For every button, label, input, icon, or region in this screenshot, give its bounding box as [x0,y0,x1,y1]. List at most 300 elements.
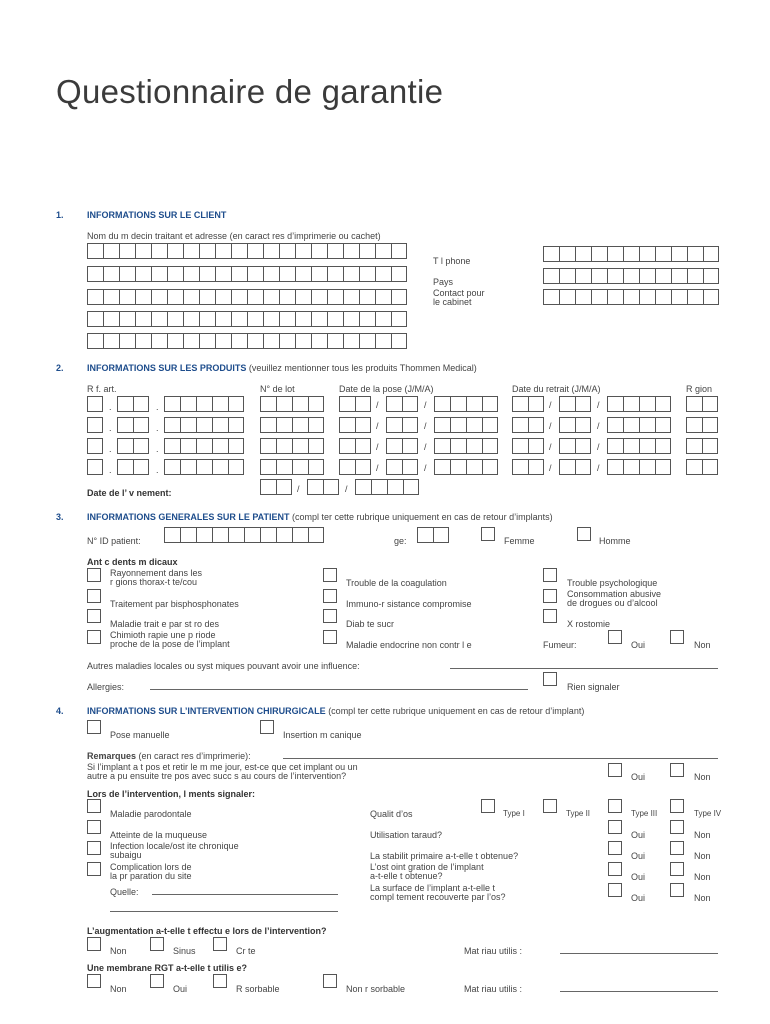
contact-info-row[interactable] [543,268,719,284]
xerostomie-checkbox[interactable] [543,609,557,623]
char-cell[interactable] [311,289,327,305]
char-cell[interactable] [559,438,575,454]
pose-month[interactable] [386,417,418,433]
char-cell[interactable] [180,527,196,543]
retrait-month[interactable] [559,396,591,412]
char-cell[interactable] [543,289,559,305]
char-cell[interactable] [119,311,135,327]
char-cell[interactable] [559,417,575,433]
char-cell[interactable] [355,438,371,454]
ref-cell-c[interactable] [164,459,244,475]
char-cell[interactable] [279,311,295,327]
char-cell[interactable] [607,396,623,412]
char-cell[interactable] [199,289,215,305]
contact-info-row[interactable] [543,289,719,305]
char-cell[interactable] [215,266,231,282]
char-cell[interactable] [151,266,167,282]
char-cell[interactable] [575,268,591,284]
char-cell[interactable] [559,459,575,475]
char-cell[interactable] [183,289,199,305]
char-cell[interactable] [215,289,231,305]
char-cell[interactable] [433,527,449,543]
char-cell[interactable] [466,396,482,412]
char-cell[interactable] [279,243,295,259]
char-cell[interactable] [247,289,263,305]
char-cell[interactable] [247,333,263,349]
reimplant-oui-checkbox[interactable] [608,763,622,777]
char-cell[interactable] [482,459,498,475]
char-cell[interactable] [639,459,655,475]
char-cell[interactable] [87,243,103,259]
char-cell[interactable] [607,289,623,305]
autres-maladies-field[interactable] [450,668,718,669]
endocrine-checkbox[interactable] [323,630,337,644]
infection-checkbox[interactable] [87,841,101,855]
char-cell[interactable] [339,396,355,412]
doctor-address-row[interactable] [87,289,407,305]
char-cell[interactable] [263,243,279,259]
char-cell[interactable] [339,438,355,454]
aug-non-checkbox[interactable] [87,937,101,951]
char-cell[interactable] [386,438,402,454]
char-cell[interactable] [343,289,359,305]
lot-cells[interactable] [260,459,324,475]
char-cell[interactable] [327,311,343,327]
char-cell[interactable] [215,333,231,349]
char-cell[interactable] [199,266,215,282]
char-cell[interactable] [164,459,180,475]
char-cell[interactable] [231,333,247,349]
allergies-field[interactable] [150,689,528,690]
char-cell[interactable] [164,438,180,454]
char-cell[interactable] [466,417,482,433]
char-cell[interactable] [359,266,375,282]
char-cell[interactable] [686,417,702,433]
char-cell[interactable] [323,479,339,495]
char-cell[interactable] [247,243,263,259]
char-cell[interactable] [215,311,231,327]
char-cell[interactable] [703,289,719,305]
char-cell[interactable] [402,438,418,454]
char-cell[interactable] [702,438,718,454]
char-cell[interactable] [308,438,324,454]
char-cell[interactable] [212,438,228,454]
materiau2-field[interactable] [560,991,718,992]
char-cell[interactable] [87,417,103,433]
region-cells[interactable] [686,459,718,475]
char-cell[interactable] [87,289,103,305]
char-cell[interactable] [231,266,247,282]
char-cell[interactable] [196,417,212,433]
char-cell[interactable] [355,417,371,433]
ref-cell-a[interactable] [87,396,103,412]
char-cell[interactable] [196,459,212,475]
char-cell[interactable] [196,396,212,412]
char-cell[interactable] [167,266,183,282]
char-cell[interactable] [327,243,343,259]
non-resorbable-checkbox[interactable] [323,974,337,988]
char-cell[interactable] [260,396,276,412]
char-cell[interactable] [466,459,482,475]
char-cell[interactable] [231,289,247,305]
char-cell[interactable] [434,396,450,412]
char-cell[interactable] [702,459,718,475]
char-cell[interactable] [391,289,407,305]
char-cell[interactable] [260,417,276,433]
char-cell[interactable] [355,459,371,475]
char-cell[interactable] [117,459,133,475]
reimplant-non-checkbox[interactable] [670,763,684,777]
char-cell[interactable] [212,396,228,412]
doctor-address-row[interactable] [87,266,407,282]
char-cell[interactable] [292,459,308,475]
retrait-year[interactable] [607,438,671,454]
char-cell[interactable] [591,289,607,305]
immuno-checkbox[interactable] [323,589,337,603]
char-cell[interactable] [386,459,402,475]
ref-cell-a[interactable] [87,417,103,433]
char-cell[interactable] [151,243,167,259]
sinus-checkbox[interactable] [150,937,164,951]
char-cell[interactable] [391,243,407,259]
char-cell[interactable] [103,243,119,259]
char-cell[interactable] [359,333,375,349]
char-cell[interactable] [703,246,719,262]
char-cell[interactable] [279,266,295,282]
char-cell[interactable] [703,268,719,284]
char-cell[interactable] [623,438,639,454]
char-cell[interactable] [260,438,276,454]
char-cell[interactable] [135,289,151,305]
char-cell[interactable] [375,311,391,327]
char-cell[interactable] [343,333,359,349]
char-cell[interactable] [355,396,371,412]
char-cell[interactable] [639,268,655,284]
char-cell[interactable] [482,417,498,433]
steroides-checkbox[interactable] [87,609,101,623]
char-cell[interactable] [359,289,375,305]
char-cell[interactable] [671,268,687,284]
retrait-day[interactable] [512,459,544,475]
paro-checkbox[interactable] [87,799,101,813]
char-cell[interactable] [295,243,311,259]
pose-month[interactable] [386,396,418,412]
char-cell[interactable] [119,289,135,305]
char-cell[interactable] [228,396,244,412]
char-cell[interactable] [212,417,228,433]
char-cell[interactable] [375,243,391,259]
char-cell[interactable] [292,438,308,454]
char-cell[interactable] [308,527,324,543]
doctor-address-row[interactable] [87,333,407,349]
char-cell[interactable] [231,311,247,327]
char-cell[interactable] [702,417,718,433]
char-cell[interactable] [434,459,450,475]
char-cell[interactable] [623,289,639,305]
char-cell[interactable] [359,243,375,259]
char-cell[interactable] [575,459,591,475]
char-cell[interactable] [183,333,199,349]
char-cell[interactable] [311,243,327,259]
char-cell[interactable] [103,311,119,327]
char-cell[interactable] [292,417,308,433]
char-cell[interactable] [607,417,623,433]
type3-checkbox[interactable] [608,799,622,813]
bisphosphonates-checkbox[interactable] [87,589,101,603]
char-cell[interactable] [386,417,402,433]
char-cell[interactable] [623,268,639,284]
char-cell[interactable] [292,527,308,543]
char-cell[interactable] [339,417,355,433]
char-cell[interactable] [575,417,591,433]
char-cell[interactable] [543,268,559,284]
mem-non-checkbox[interactable] [87,974,101,988]
char-cell[interactable] [199,311,215,327]
event-month[interactable] [307,479,339,495]
char-cell[interactable] [87,333,103,349]
char-cell[interactable] [591,246,607,262]
char-cell[interactable] [164,417,180,433]
age-cells[interactable] [417,527,449,543]
char-cell[interactable] [180,459,196,475]
retrait-month[interactable] [559,459,591,475]
char-cell[interactable] [686,438,702,454]
pose-manuelle-checkbox[interactable] [87,720,101,734]
char-cell[interactable] [543,246,559,262]
contact-info-row[interactable] [543,246,719,262]
char-cell[interactable] [434,417,450,433]
char-cell[interactable] [119,333,135,349]
char-cell[interactable] [212,459,228,475]
char-cell[interactable] [135,266,151,282]
taraud-non-checkbox[interactable] [670,820,684,834]
taraud-oui-checkbox[interactable] [608,820,622,834]
region-cells[interactable] [686,417,718,433]
char-cell[interactable] [702,396,718,412]
char-cell[interactable] [575,396,591,412]
rien-signaler-checkbox[interactable] [543,672,557,686]
char-cell[interactable] [386,396,402,412]
char-cell[interactable] [371,479,387,495]
char-cell[interactable] [575,246,591,262]
char-cell[interactable] [295,333,311,349]
char-cell[interactable] [308,417,324,433]
char-cell[interactable] [559,289,575,305]
char-cell[interactable] [117,396,133,412]
char-cell[interactable] [607,268,623,284]
femme-checkbox[interactable] [481,527,495,541]
char-cell[interactable] [327,266,343,282]
char-cell[interactable] [247,311,263,327]
patient-id-cells[interactable] [164,527,324,543]
char-cell[interactable] [199,243,215,259]
char-cell[interactable] [196,438,212,454]
char-cell[interactable] [327,289,343,305]
char-cell[interactable] [295,266,311,282]
char-cell[interactable] [327,333,343,349]
char-cell[interactable] [339,459,355,475]
char-cell[interactable] [417,527,433,543]
char-cell[interactable] [512,417,528,433]
char-cell[interactable] [639,246,655,262]
fumeur-non-checkbox[interactable] [670,630,684,644]
char-cell[interactable] [180,396,196,412]
char-cell[interactable] [343,266,359,282]
char-cell[interactable] [276,479,292,495]
char-cell[interactable] [183,243,199,259]
type4-checkbox[interactable] [670,799,684,813]
char-cell[interactable] [183,311,199,327]
char-cell[interactable] [228,417,244,433]
char-cell[interactable] [135,333,151,349]
coagulation-checkbox[interactable] [323,568,337,582]
char-cell[interactable] [512,396,528,412]
char-cell[interactable] [402,417,418,433]
surface-oui-checkbox[interactable] [608,883,622,897]
char-cell[interactable] [434,438,450,454]
char-cell[interactable] [343,243,359,259]
char-cell[interactable] [260,459,276,475]
char-cell[interactable] [528,459,544,475]
muqueuse-checkbox[interactable] [87,820,101,834]
char-cell[interactable] [623,417,639,433]
surface-non-checkbox[interactable] [670,883,684,897]
char-cell[interactable] [575,289,591,305]
char-cell[interactable] [623,459,639,475]
char-cell[interactable] [276,396,292,412]
char-cell[interactable] [87,396,103,412]
drogues-checkbox[interactable] [543,589,557,603]
char-cell[interactable] [308,459,324,475]
char-cell[interactable] [655,459,671,475]
char-cell[interactable] [639,289,655,305]
char-cell[interactable] [655,396,671,412]
char-cell[interactable] [375,266,391,282]
remarques-field[interactable] [283,758,718,759]
char-cell[interactable] [528,396,544,412]
char-cell[interactable] [292,396,308,412]
ref-cell-b[interactable] [117,459,149,475]
char-cell[interactable] [87,266,103,282]
diabete-checkbox[interactable] [323,609,337,623]
char-cell[interactable] [151,311,167,327]
char-cell[interactable] [655,289,671,305]
char-cell[interactable] [196,527,212,543]
retrait-day[interactable] [512,396,544,412]
ref-cell-b[interactable] [117,396,149,412]
char-cell[interactable] [276,527,292,543]
char-cell[interactable] [133,459,149,475]
char-cell[interactable] [103,266,119,282]
region-cells[interactable] [686,396,718,412]
char-cell[interactable] [450,396,466,412]
pose-year[interactable] [434,459,498,475]
rayonnement-checkbox[interactable] [87,568,101,582]
char-cell[interactable] [103,333,119,349]
char-cell[interactable] [402,459,418,475]
char-cell[interactable] [87,438,103,454]
event-day[interactable] [260,479,292,495]
char-cell[interactable] [639,438,655,454]
char-cell[interactable] [671,289,687,305]
char-cell[interactable] [263,333,279,349]
retrait-year[interactable] [607,396,671,412]
char-cell[interactable] [133,396,149,412]
type2-checkbox[interactable] [543,799,557,813]
chimiotherapie-checkbox[interactable] [87,630,101,644]
complication-checkbox[interactable] [87,862,101,876]
char-cell[interactable] [295,311,311,327]
char-cell[interactable] [639,417,655,433]
char-cell[interactable] [402,396,418,412]
char-cell[interactable] [655,268,671,284]
insertion-mecanique-checkbox[interactable] [260,720,274,734]
fumeur-oui-checkbox[interactable] [608,630,622,644]
char-cell[interactable] [103,289,119,305]
char-cell[interactable] [119,266,135,282]
char-cell[interactable] [133,417,149,433]
char-cell[interactable] [263,289,279,305]
quelle-field[interactable] [152,894,338,895]
crete-checkbox[interactable] [213,937,227,951]
ref-cell-a[interactable] [87,459,103,475]
char-cell[interactable] [164,527,180,543]
type1-checkbox[interactable] [481,799,495,813]
char-cell[interactable] [355,479,371,495]
char-cell[interactable] [559,396,575,412]
char-cell[interactable] [687,289,703,305]
char-cell[interactable] [559,246,575,262]
char-cell[interactable] [671,246,687,262]
char-cell[interactable] [311,333,327,349]
char-cell[interactable] [263,311,279,327]
char-cell[interactable] [391,333,407,349]
pose-year[interactable] [434,396,498,412]
char-cell[interactable] [244,527,260,543]
char-cell[interactable] [117,417,133,433]
char-cell[interactable] [450,417,466,433]
char-cell[interactable] [151,333,167,349]
char-cell[interactable] [403,479,419,495]
char-cell[interactable] [607,459,623,475]
pose-day[interactable] [339,417,371,433]
region-cells[interactable] [686,438,718,454]
char-cell[interactable] [135,311,151,327]
lot-cells[interactable] [260,396,324,412]
pose-year[interactable] [434,417,498,433]
quelle-field-line2[interactable] [110,911,338,912]
char-cell[interactable] [228,527,244,543]
char-cell[interactable] [311,311,327,327]
pose-day[interactable] [339,438,371,454]
char-cell[interactable] [655,417,671,433]
materiau-field[interactable] [560,953,718,954]
char-cell[interactable] [164,396,180,412]
ref-cell-b[interactable] [117,417,149,433]
mem-oui-checkbox[interactable] [150,974,164,988]
retrait-year[interactable] [607,417,671,433]
stabilite-oui-checkbox[interactable] [608,841,622,855]
char-cell[interactable] [391,311,407,327]
osteo-non-checkbox[interactable] [670,862,684,876]
pose-month[interactable] [386,459,418,475]
char-cell[interactable] [228,459,244,475]
char-cell[interactable] [279,289,295,305]
char-cell[interactable] [686,459,702,475]
char-cell[interactable] [466,438,482,454]
char-cell[interactable] [228,438,244,454]
char-cell[interactable] [263,266,279,282]
